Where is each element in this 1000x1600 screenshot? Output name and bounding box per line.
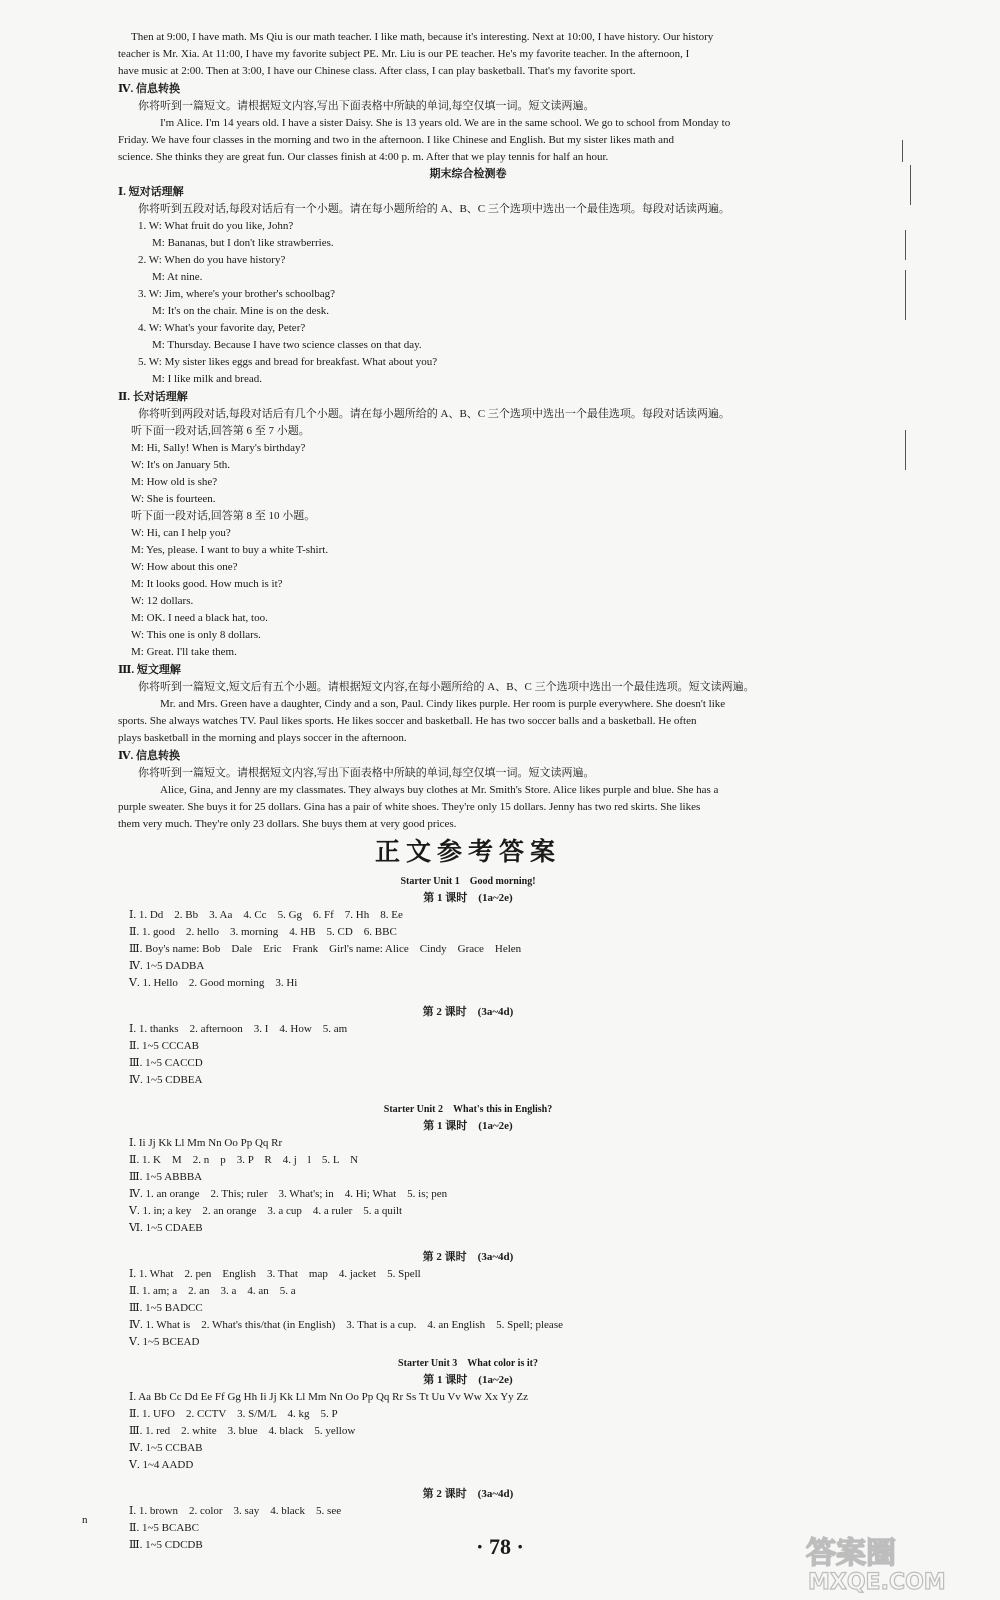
dialogue-line: W: Hi, can I help you? <box>131 527 231 539</box>
corner-mark: n <box>82 1514 88 1526</box>
answer-line: Ⅰ. Aa Bb Cc Dd Ee Ff Gg Hh Ii Jj Kk Ll Mm Nn Oo Pp Qq Rr Ss Tt Uu Vv Ww Xx Yy Zz <box>129 1391 529 1403</box>
answer-line: Ⅴ. 1. Hello 2. Good morning 3. Hi <box>129 977 298 989</box>
section-title: Ⅰ. 短对话理解 <box>118 186 184 198</box>
exam-title: 期末综合检测卷 <box>429 168 507 180</box>
dialogue-line: M: How old is she? <box>131 476 218 488</box>
text-line: sports. She always watches TV. Paul likes sports. He likes soccer and basketball. He has two soccer balls and a basketball. He often <box>118 715 697 727</box>
page-content <box>118 29 818 1554</box>
answer-line: Ⅴ. 1~5 BCEAD <box>129 1336 200 1348</box>
section-instruction: 你将听到两段对话,每段对话后有几个小题。请在每小题所给的 A、B、C 三个选项中选出一个最佳选项。每段对话读两遍。 <box>138 408 730 420</box>
section-instruction: 你将听到五段对话,每段对话后有一个小题。请在每小题所给的 A、B、C 三个选项中选出一个最佳选项。每段对话读两遍。 <box>138 203 730 215</box>
scan-mark <box>910 165 911 205</box>
dialogue-line: M: Hi, Sally! When is Mary's birthday? <box>131 442 306 454</box>
lesson-title: 第 2 课时 (3a~4d) <box>422 1488 514 1500</box>
watermark-text: 答案圈 <box>806 1536 896 1571</box>
answer-list <box>118 1135 818 1237</box>
text-line: I'm Alice. I'm 14 years old. I have a sister Daisy. She is 13 years old. We are in the same school. We go to school from Monday to <box>160 117 731 129</box>
unit-title: Starter Unit 3 What color is it? <box>398 1358 538 1369</box>
answer-line: Ⅲ. 1. red 2. white 3. blue 4. black 5. yellow <box>129 1425 356 1437</box>
dialogue-line: M: It looks good. How much is it? <box>131 578 283 590</box>
scan-mark <box>905 270 906 320</box>
answer-line: Ⅰ. 1. brown 2. color 3. say 4. black 5. see <box>129 1505 342 1517</box>
scan-mark <box>905 230 906 260</box>
dialogue-list <box>118 218 818 388</box>
answer-line: Ⅱ. 1~5 CCCAB <box>129 1040 199 1052</box>
dialogue-line: 听下面一段对话,回答第 6 至 7 小题。 <box>131 425 310 437</box>
answer-list <box>118 907 818 992</box>
answer-line: Ⅲ. 1~5 CACCD <box>129 1057 203 1069</box>
section-instruction: 你将听到一篇短文。请根据短文内容,写出下面表格中所缺的单词,每空仅填一词。短文读两遍。 <box>138 767 595 779</box>
unit-title: Starter Unit 2 What's this in English? <box>383 1104 553 1115</box>
lesson-title: 第 2 课时 (3a~4d) <box>422 1251 514 1263</box>
dialogue-line: 3. W: Jim, where's your brother's schoolbag? <box>138 288 336 300</box>
answer-line: Ⅲ. 1~5 CDCDB <box>129 1539 203 1551</box>
lesson-title: 第 1 课时 (1a~2e) <box>423 892 513 904</box>
answer-line: Ⅰ. 1. Dd 2. Bb 3. Aa 4. Cc 5. Gg 6. Ff 7. Hh 8. Ee <box>129 909 403 921</box>
answer-line: Ⅳ. 1~5 CDBEA <box>129 1074 203 1086</box>
dialogue-line: 听下面一段对话,回答第 8 至 10 小题。 <box>131 510 316 522</box>
answer-list <box>118 1266 818 1351</box>
section-instruction: 你将听到一篇短文。请根据短文内容,写出下面表格中所缺的单词,每空仅填一词。短文读两遍。 <box>138 100 595 112</box>
answer-line: Ⅳ. 1~5 DADBA <box>129 960 205 972</box>
lesson-title: 第 1 课时 (1a~2e) <box>423 1120 513 1132</box>
answer-line: Ⅳ. 1. What is 2. What's this/that (in English) 3. That is a cup. 4. an English 5. Spell; please <box>129 1319 563 1331</box>
dialogue-line: 5. W: My sister likes eggs and bread for breakfast. What about you? <box>138 356 438 368</box>
dialogue-line: 2. W: When do you have history? <box>138 254 286 266</box>
answer-line: Ⅱ. 1. good 2. hello 3. morning 4. HB 5. CD 6. BBC <box>129 926 397 938</box>
lesson-title: 第 1 课时 (1a~2e) <box>423 1374 513 1386</box>
text-line: have music at 2:00. Then at 3:00, I have our Chinese class. After class, I can play basketball. That's my favorite sport. <box>118 65 636 77</box>
dialogue-line: M: It's on the chair. Mine is on the desk. <box>152 305 330 317</box>
answer-line: Ⅱ. 1. am; a 2. an 3. a 4. an 5. a <box>129 1285 296 1297</box>
section-title: Ⅱ. 长对话理解 <box>118 391 188 403</box>
answer-line: Ⅰ. 1. What 2. pen English 3. That map 4. jacket 5. Spell <box>129 1268 421 1280</box>
answer-line: Ⅲ. 1~5 ABBBA <box>129 1171 203 1183</box>
scan-mark <box>905 430 906 470</box>
answer-line: Ⅴ. 1. in; a key 2. an orange 3. a cup 4. a ruler 5. a quilt <box>129 1205 403 1217</box>
answer-line: Ⅱ. 1. K M 2. n p 3. P R 4. j l 5. L N <box>129 1154 359 1166</box>
text-line: Friday. We have four classes in the morning and two in the afternoon. I like Chinese and English. But my sister likes math and <box>118 134 675 146</box>
dialogue-line: W: This one is only 8 dollars. <box>131 629 261 641</box>
text-line: purple sweater. She buys it for 25 dollars. Gina has a pair of white shoes. They're only 15 dollars. Jenny has two red skirts. She likes <box>118 801 701 813</box>
dialogue-line: M: Yes, please. I want to buy a white T-shirt. <box>131 544 329 556</box>
section-instruction: 你将听到一篇短文,短文后有五个小题。请根据短文内容,在每小题所给的 A、B、C 三个选项中选出一个最佳选项。短文读两遍。 <box>138 681 755 693</box>
dialogue-list <box>118 423 818 661</box>
text-line: science. She thinks they are great fun. Our classes finish at 4:00 p. m. After that we play tennis for half an hour. <box>118 151 609 163</box>
section-title: Ⅳ. 信息转换 <box>118 750 180 762</box>
answer-line: Ⅳ. 1~5 CCBAB <box>129 1442 203 1454</box>
lesson-title: 第 2 课时 (3a~4d) <box>422 1006 514 1018</box>
answer-line: Ⅱ. 1. UFO 2. CCTV 3. S/M/L 4. kg 5. P <box>129 1408 338 1420</box>
dialogue-line: W: It's on January 5th. <box>131 459 231 471</box>
section-title: Ⅲ. 短文理解 <box>118 664 181 676</box>
answer-line: Ⅵ. 1~5 CDAEB <box>129 1222 203 1234</box>
answer-line: Ⅰ. 1. thanks 2. afternoon 3. I 4. How 5. am <box>129 1023 348 1035</box>
text-line: Mr. and Mrs. Green have a daughter, Cindy and a son, Paul. Cindy likes purple. Her room is purple everywhere. She doesn't like <box>160 698 726 710</box>
dialogue-line: W: She is fourteen. <box>131 493 216 505</box>
answer-line: Ⅲ. Boy's name: Bob Dale Eric Frank Girl's name: Alice Cindy Grace Helen <box>129 943 522 955</box>
dialogue-line: M: OK. I need a black hat, too. <box>131 612 268 624</box>
answer-line: Ⅰ. Ii Jj Kk Ll Mm Nn Oo Pp Qq Rr <box>129 1137 283 1149</box>
scan-mark <box>902 140 903 162</box>
top-passage <box>118 29 818 80</box>
answer-list <box>118 1021 818 1089</box>
unit-title: Starter Unit 1 Good morning! <box>400 876 536 887</box>
page-number: · 78 · <box>476 1534 524 1559</box>
dialogue-line: W: How about this one? <box>131 561 238 573</box>
answer-list <box>118 1389 818 1474</box>
dialogue-line: M: Thursday. Because I have two science classes on that day. <box>152 339 422 351</box>
answer-line: Ⅳ. 1. an orange 2. This; ruler 3. What's; in 4. Hi; What 5. is; pen <box>129 1188 448 1200</box>
answer-line: Ⅴ. 1~4 AADD <box>129 1459 194 1471</box>
dialogue-line: M: Great. I'll take them. <box>131 646 237 658</box>
text-line: them very much. They're only 23 dollars. She buys them at very good prices. <box>118 818 457 830</box>
text-line: teacher is Mr. Xia. At 11:00, I have my favorite subject PE. Mr. Liu is our PE teacher. He's my favorite teacher. In the afternoon, I <box>118 48 690 60</box>
watermark-url: MXQE.COM <box>808 1570 946 1595</box>
dialogue-line: M: At nine. <box>152 271 203 283</box>
dialogue-line: 1. W: What fruit do you like, John? <box>138 220 294 232</box>
answers-title: 正文参考答案 <box>374 837 561 866</box>
dialogue-line: 4. W: What's your favorite day, Peter? <box>138 322 306 334</box>
text-line: plays basketball in the morning and plays soccer in the afternoon. <box>118 732 407 744</box>
text-line: Alice, Gina, and Jenny are my classmates. They always buy clothes at Mr. Smith's Store. Alice likes purple and blue. She has a <box>160 784 719 796</box>
section-title: Ⅳ. 信息转换 <box>118 83 180 95</box>
answer-line: Ⅱ. 1~5 BCABC <box>129 1522 199 1534</box>
dialogue-line: W: 12 dollars. <box>131 595 194 607</box>
dialogue-line: M: Bananas, but I don't like strawberries. <box>152 237 334 249</box>
answer-line: Ⅲ. 1~5 BADCC <box>129 1302 203 1314</box>
dialogue-line: M: I like milk and bread. <box>152 373 262 385</box>
watermark-logo <box>798 1525 983 1595</box>
text-line: Then at 9:00, I have math. Ms Qiu is our math teacher. I like math, because it's interesting. Next at 10:00, I have history. Our history <box>131 31 714 43</box>
